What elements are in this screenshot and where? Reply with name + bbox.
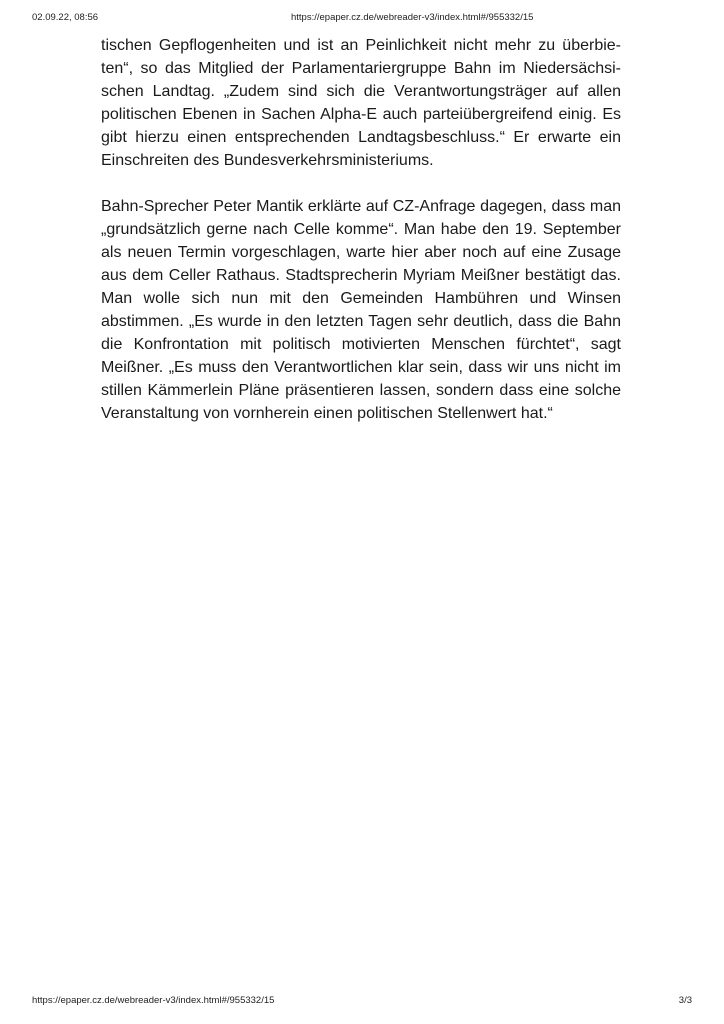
article-body xyxy=(101,34,621,425)
page-indicator: 3/3 xyxy=(678,995,692,1006)
print-header-url: https://epaper.cz.de/webreader-v3/index.html#/955332/15 xyxy=(291,12,534,23)
article-paragraph: tischen Gepflogenheiten und ist an Peinlichkeit nicht mehr zu überbieten“, so das Mitglied der Parlamentariergruppe Bahn im Niedersächsischen Landtag. „Zudem sind sich die Verantwortungsträger auf allen politischen Ebenen in Sachen Alpha-E auch parteiübergreifend einig. Es gibt hierzu einen entsprechenden Landtagsbeschluss.“ Er erwarte ein Einschreiten des Bundesverkehrsministeriums. xyxy=(101,37,621,169)
article-paragraph: Bahn-Sprecher Peter Mantik erklärte auf CZ-Anfrage dagegen, dass man „grundsätzlich gerne nach Celle komme“. Man habe den 19. September als neuen Termin vorgeschlagen, warte hier aber noch auf eine Zusage aus dem Celler Rathaus. Stadtsprecherin Myriam Meißner bestätigt das. Man wolle sich nun mit den Gemeinden Hambühren und Winsen abstimmen. „Es wurde in den letzten Tagen sehr deutlich, dass die Bahn die Konfrontation mit politisch motivierten Menschen fürchtet“, sagt Meißner. „Es muss den Verantwortlichen klar sein, dass wir uns nicht im stillen Kämmerlein Pläne präsentieren lassen, sondern dass eine solche Veranstaltung von vornherein einen politischen Stellenwert hat.“ xyxy=(101,198,621,422)
print-footer xyxy=(32,995,692,1009)
print-footer-url: https://epaper.cz.de/webreader-v3/index.html#/955332/15 xyxy=(32,995,275,1006)
print-datetime: 02.09.22, 08:56 xyxy=(32,12,99,23)
print-header xyxy=(32,12,692,26)
